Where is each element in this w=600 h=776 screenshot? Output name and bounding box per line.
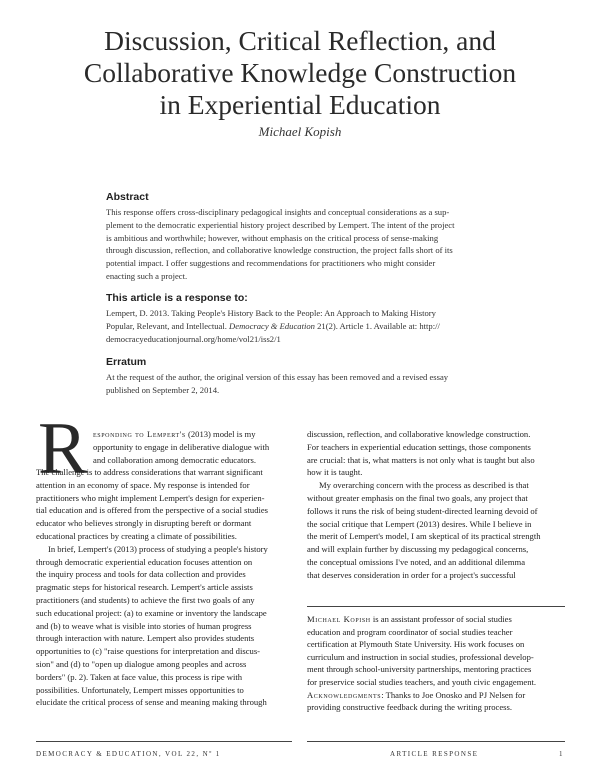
body-line: The challenge is to address considerations that warrant significant	[36, 467, 263, 477]
left-column-intro	[93, 428, 269, 466]
body-line: practitioners who might implement Lempert's design for experien-	[36, 492, 265, 503]
abstract-line: This response offers cross-disciplinary pedagogical insights and conceptual considerations as a sup-	[106, 207, 450, 217]
body-line: that deserves consideration in order for a project's successful	[307, 569, 516, 580]
erratum-line: published on September 2, 2014.	[106, 384, 220, 395]
bio-line: ment through school-university partnerships, mentoring practices	[307, 664, 532, 675]
body-line: the inquiry process and tools for data collection and provides	[36, 569, 246, 580]
bio-text: : Thanks to Joe Onosko and PJ Nelsen for	[381, 689, 526, 700]
title-line: Discussion, Critical Reflection, and	[104, 25, 496, 56]
bio-text: is an assistant professor of social studies	[370, 614, 512, 624]
body-line: through interaction with nature. Lempert also provides students	[36, 633, 255, 644]
body-line: pragmatic steps for historical research. Lempert's article assists	[36, 582, 253, 593]
footer-rule-right	[307, 741, 565, 742]
body-line: follows it runs the risk of being student-directed learning devoid of	[307, 505, 538, 516]
abstract-line: potential impact. I offer suggestions and recommendations for practitioners who might consider	[106, 258, 436, 269]
citation-link[interactable]: democracyeducationjournal.org/home/vol21/iss2/1	[106, 333, 281, 344]
body-line: attention in an economy of space. My response is intended for	[36, 479, 250, 490]
response-heading: This article is a response to:	[106, 292, 248, 304]
erratum-line: At the request of the author, the original version of this essay has been removed and a revised essay	[106, 372, 449, 382]
bio-line: providing constructive feedback during the writing process.	[307, 702, 512, 713]
bio-line: for preservice social studies teachers, and youth civic engagement.	[307, 676, 537, 687]
author-name: Michael Kopish	[258, 124, 342, 139]
citation-text: 21(2). Article 1. Available at: http://	[314, 320, 440, 331]
body-line: without greater emphasis on the final two goals, any project that	[307, 492, 528, 503]
body-line: opportunity to engage in deliberative dialogue with	[93, 441, 270, 452]
erratum-body	[106, 371, 502, 397]
journal-name: Democracy & Education	[229, 320, 315, 331]
abstract-heading: Abstract	[106, 191, 149, 203]
abstract-line: is ambitious and worthwhile; however, without emphasis on the critical process of sense-making	[106, 232, 439, 243]
footer-journal: DEMOCRACY & EDUCATION, VOL 22, Nº 1	[36, 750, 221, 758]
body-line: educational practices by creating a climate of possibilities.	[36, 530, 237, 541]
body-line: opportunities to (c) "raise questions for interpretation and discus-	[36, 646, 261, 657]
body-line: discussion, reflection, and collaborative knowledge construction.	[307, 429, 531, 439]
article-title	[40, 25, 560, 121]
citation-line	[106, 320, 502, 333]
footer-rule-left	[36, 741, 292, 742]
body-line: sion" and (d) to "open up dialogue among peoples and across	[36, 658, 247, 669]
abstract-line: plement to the democratic experiential history project described by Lempert. The intent of the project	[106, 219, 455, 230]
body-line: the merit of Lempert's model, I am skeptical of its practical strength	[307, 531, 541, 542]
abstract-line: enacting such a project.	[106, 270, 188, 281]
footer-section: ARTICLE RESPONSE	[390, 750, 479, 758]
title-line: Collaborative Knowledge Construction	[83, 57, 517, 88]
body-line: borders" (p. 2). Taken at face value, this process is ripe with	[36, 671, 243, 682]
body-line: how it is taught.	[307, 467, 363, 478]
acknowledgments-label: Acknowledgments	[307, 689, 382, 700]
body-line: educator who believes strongly in disrupting bereft or dormant	[36, 518, 252, 529]
bio-line: certification at Plymouth State University. His work focuses on	[307, 639, 525, 650]
body-line: such educational project: (a) to examine or inventory the landscape	[36, 607, 267, 618]
body-line: and collaboration among democratic educators.	[93, 454, 256, 465]
body-line: My overarching concern with the process as described is that	[319, 480, 529, 491]
bio-line: curriculum and instruction in social studies, professional develop-	[307, 651, 534, 662]
body-line: possibilities. Unfortunately, Lempert misses opportunities to	[36, 684, 244, 695]
erratum-heading: Erratum	[106, 356, 147, 368]
body-line: tial education and is offered from the perspective of a social studies	[36, 505, 269, 516]
citation-line: Lempert, D. 2013. Taking People's History Back to the People: An Approach to Making History	[106, 308, 436, 318]
body-line: are crucial: that is, what matters is not only what is taught but also	[307, 454, 535, 465]
body-line: the social critique that Lempert (2013) desires. While I believe in	[307, 518, 532, 529]
bio-line	[307, 613, 536, 626]
body-line	[93, 428, 269, 441]
body-line: the conceptual omissions I've noted, and an additional dilemma	[307, 556, 526, 567]
page-number: 1	[559, 750, 564, 758]
body-line: In brief, Lempert's (2013) process of studying a people's history	[48, 543, 268, 554]
author-bio	[307, 613, 536, 714]
citation-text: Popular, Relevant, and Intellectual.	[106, 320, 230, 331]
bio-line	[307, 689, 536, 702]
body-line: through democratic experiential education focuses attention on	[36, 556, 253, 567]
body-text: (2013) model is my	[185, 429, 256, 439]
abstract-line: through discussion, reflection, and collaborative knowledge construction, the project falls short of its	[106, 245, 453, 256]
title-line: in Experiential Education	[159, 89, 441, 120]
drop-cap: R	[38, 408, 88, 490]
abstract-body	[106, 206, 502, 283]
bio-name: Michael Kopish	[307, 614, 371, 624]
body-line: and will explain further by discussing my pedagogical concerns,	[307, 544, 529, 555]
body-line: elucidate the critical process of sense and meaning making through	[36, 697, 267, 708]
bio-divider	[307, 606, 565, 607]
bio-line: education and program coordinator of social studies teacher	[307, 626, 513, 637]
right-column-text	[307, 428, 541, 582]
left-column-text	[36, 466, 268, 709]
body-line: and (b) to weave what is visible into stories of human progress	[36, 620, 252, 631]
response-citation	[106, 307, 502, 345]
body-line: practitioners (and students) to achieve the first two goals of any	[36, 594, 255, 605]
body-line: For teachers in experiential education settings, those components	[307, 441, 531, 452]
opening-smallcaps: esponding to Lempert's	[93, 429, 186, 439]
